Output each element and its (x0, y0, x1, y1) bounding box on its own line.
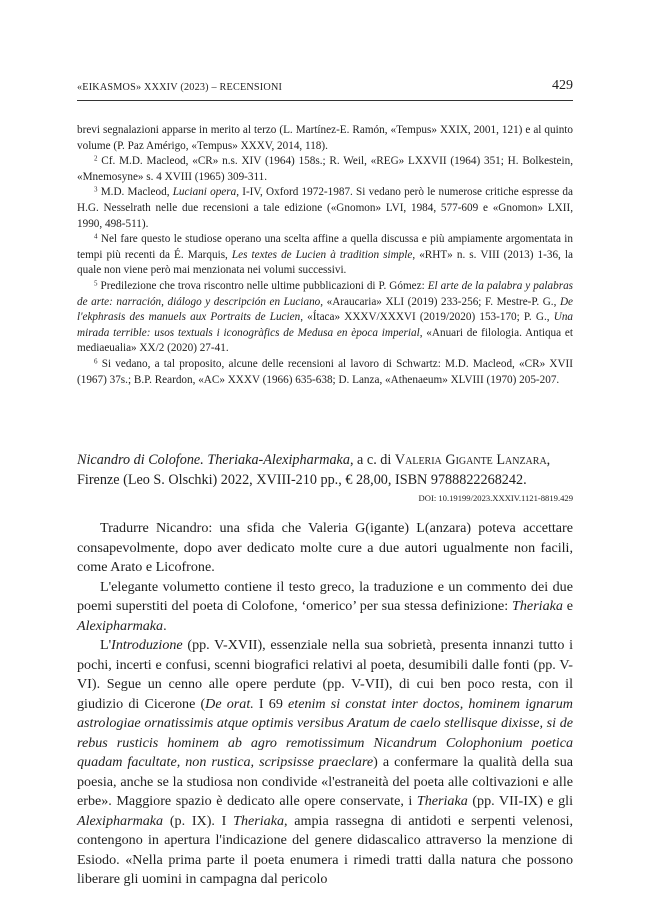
footnote-text: , «Ítaca» XXXV/XXXVI (2019/2020) 153-170; P. G., (300, 311, 554, 324)
running-head (77, 78, 573, 101)
body-italic: Theriaka (416, 793, 468, 809)
footnotes (77, 123, 573, 388)
footnote-continuation (77, 123, 573, 154)
footnote-continuation-text: brevi segnalazioni apparse in merito al terzo (L. Martínez-E. Ramón, «Tempus» XXIX, 2001, 121) e al quinto volume (P. Paz Amérigo, «Tempus» XXXV, 2014, 118). (77, 124, 573, 152)
body-text: (pp. VII-IX) e gli (467, 793, 573, 809)
body-italic: Introduzione (111, 637, 183, 653)
body-italic: Theriaka (233, 812, 284, 829)
footnote-italic: Les textes de Lucien à tradition simple (231, 248, 413, 261)
footnote-text: , «Araucaria» XLI (2019) 233-256; F. Mestre-P. G., (320, 295, 560, 308)
body-text: e (562, 598, 574, 614)
footnote-5 (77, 279, 573, 357)
review-body (77, 519, 573, 890)
footnote-italic: El arte de la palabra y palabras de arte: narración, diálogo y descripción en Luciano (77, 279, 574, 308)
footnote-italic: De l'ekphrasis des manuels aux Portraits de Lucien (77, 295, 573, 324)
footnote-text: , «Anuari de filologia. Antiqua et mediaeualia» XX/2 (2020) 27-41. (77, 326, 573, 355)
review-editor-name: Valeria Gigante Lanzara (394, 452, 547, 468)
body-paragraph-2 (77, 578, 573, 637)
body-text: . (163, 617, 167, 634)
body-text: (p. IX). I (163, 812, 234, 829)
review-editor-prefix: , a c. di (349, 452, 395, 468)
footnote-number: 3 (94, 185, 98, 194)
footnote-text: Si vedano, a tal proposito, alcune delle recensioni al lavoro di Schwartz: M.D. Macleod, «CR» XVII (1967) 37s.; B.P. Reardon, «AC» XXXV (1966) 635-638; D. Lanza, «Athenaeum» XLVIII (1970) 205-207. (77, 357, 574, 386)
body-italic: Theriaka (512, 598, 563, 614)
review-heading (77, 450, 573, 490)
body-text: I 69 (253, 695, 289, 712)
body-text: L'elegante volumetto contiene il testo greco, la traduzione e un commento dei due poemi superstiti del poeta di Colofone, ‘omerico’ per sua stessa definizione: (77, 578, 573, 614)
footnote-number: 5 (94, 279, 98, 288)
footnote-number: 2 (94, 154, 98, 163)
body-text: ) a confermare la qualità della sua poesia, anche se la studiosa non condivide «l'estraneità del poeta alle coltivazioni e alle erbe». Maggiore spazio è dedicato alle opere conservate, i (77, 754, 573, 809)
footnote-text: Cf. M.D. Macleod, «CR» n.s. XIV (1964) 158s.; R. Weil, «REG» LXXVII (1964) 351; H. Bolkestein, «Mnemosyne» s. 4 XVIII (1965) 309-311. (77, 155, 573, 183)
body-italic: De orat. (205, 695, 254, 712)
body-italic: Alexipharmaka (77, 812, 164, 829)
running-title: «EIKASMOS» XXXIV (2023) – RECENSIONI (77, 82, 283, 93)
body-text: Tradurre Nicandro: una sfida che Valeria G(igante) L(anzara) poteva accettare consapevolmente, dopo aver dedicato molte cure a due autori ugualmente non facili, come Arato e Licofrone. (77, 520, 573, 575)
footnote-number: 6 (94, 357, 98, 366)
review-book-title: Nicandro di Colofone. Theriaka-Alexipharmaka (77, 452, 350, 468)
footnote-text: , «RHT» n. s. VIII (2013) 1-36, la quale non viene però mai menzionata nei volumi successivi. (77, 248, 574, 277)
footnote-3 (77, 185, 573, 232)
review-doi: DOI: 10.19199/2023.XXXIV.1121-8819.429 (418, 493, 573, 503)
body-italic: Alexipharmaka (77, 617, 164, 634)
footnote-text: , I-IV, Oxford 1972-1987. Si vedano però le numerose critiche espresse da H.G. Nesselrath nelle due recensioni a tale edizione («Gnomon» LVI, 1984, 577-609 e «Gnomon» LXII, 1990, 498-511). (77, 186, 573, 230)
footnote-text: Nel fare questo le studiose operano una scelta affine a quella discussa e più ampiamente argomentata in tempi più recenti da É. Marquis, (77, 233, 573, 261)
body-text: L' (100, 637, 112, 653)
body-text: , ampia rassegna di antidoti e serpenti velenosi, contengono in apertura l'indicazione del genere didascalico attraverso la menzione di Esiodo. «Nella prima parte il poeta enumera i rimedi tratti dalla natura che possono liberare gli uomini in campagna dal pericolo (77, 812, 574, 887)
body-paragraph-3 (77, 636, 573, 890)
page-number: 429 (552, 78, 573, 93)
footnote-number: 4 (94, 232, 98, 241)
body-text: (pp. V-XVII), essenziale nella sua sobrietà, presenta innanzi tutto i pochi, incerti e confusi, scenni biografici relativi al poeta, desumibili dalle fonti (pp. V-VI). Segue un cenno alle opere perdute (pp. V-VII), di cui ben poco resta, con il giudizio di Cicerone ( (77, 637, 573, 712)
body-paragraph-1 (77, 519, 573, 578)
footnote-italic: Una mirada terrible: usos textuals i iconogràfics de Medusa en època imperial (77, 311, 574, 339)
review-publication-line: , Firenze (Leo S. Olschki) 2022, XVIII-210 pp., € 28,00, ISBN 9788822268242. (77, 452, 551, 488)
review-citation (77, 450, 573, 490)
footnote-2 (77, 154, 573, 185)
footnote-text: Predilezione che trova riscontro nelle ultime pubblicazioni di P. Gómez: (100, 279, 428, 292)
footnote-6 (77, 357, 573, 388)
footnote-text: M.D. Macleod, (100, 186, 173, 199)
footnote-4 (77, 232, 573, 279)
footnote-italic: Luciani opera (172, 186, 237, 199)
body-italic: etenim si constat inter doctos, hominem ignarum astrologiae ornatissimis atque optimis versibus Aratum de caelo stellisque dixisse, si de rebus rusticis hominem ab agro remotissimum Nicandrum Colophonium poetica quadam facultate, non rustica, scripsisse praeclare (77, 695, 573, 770)
